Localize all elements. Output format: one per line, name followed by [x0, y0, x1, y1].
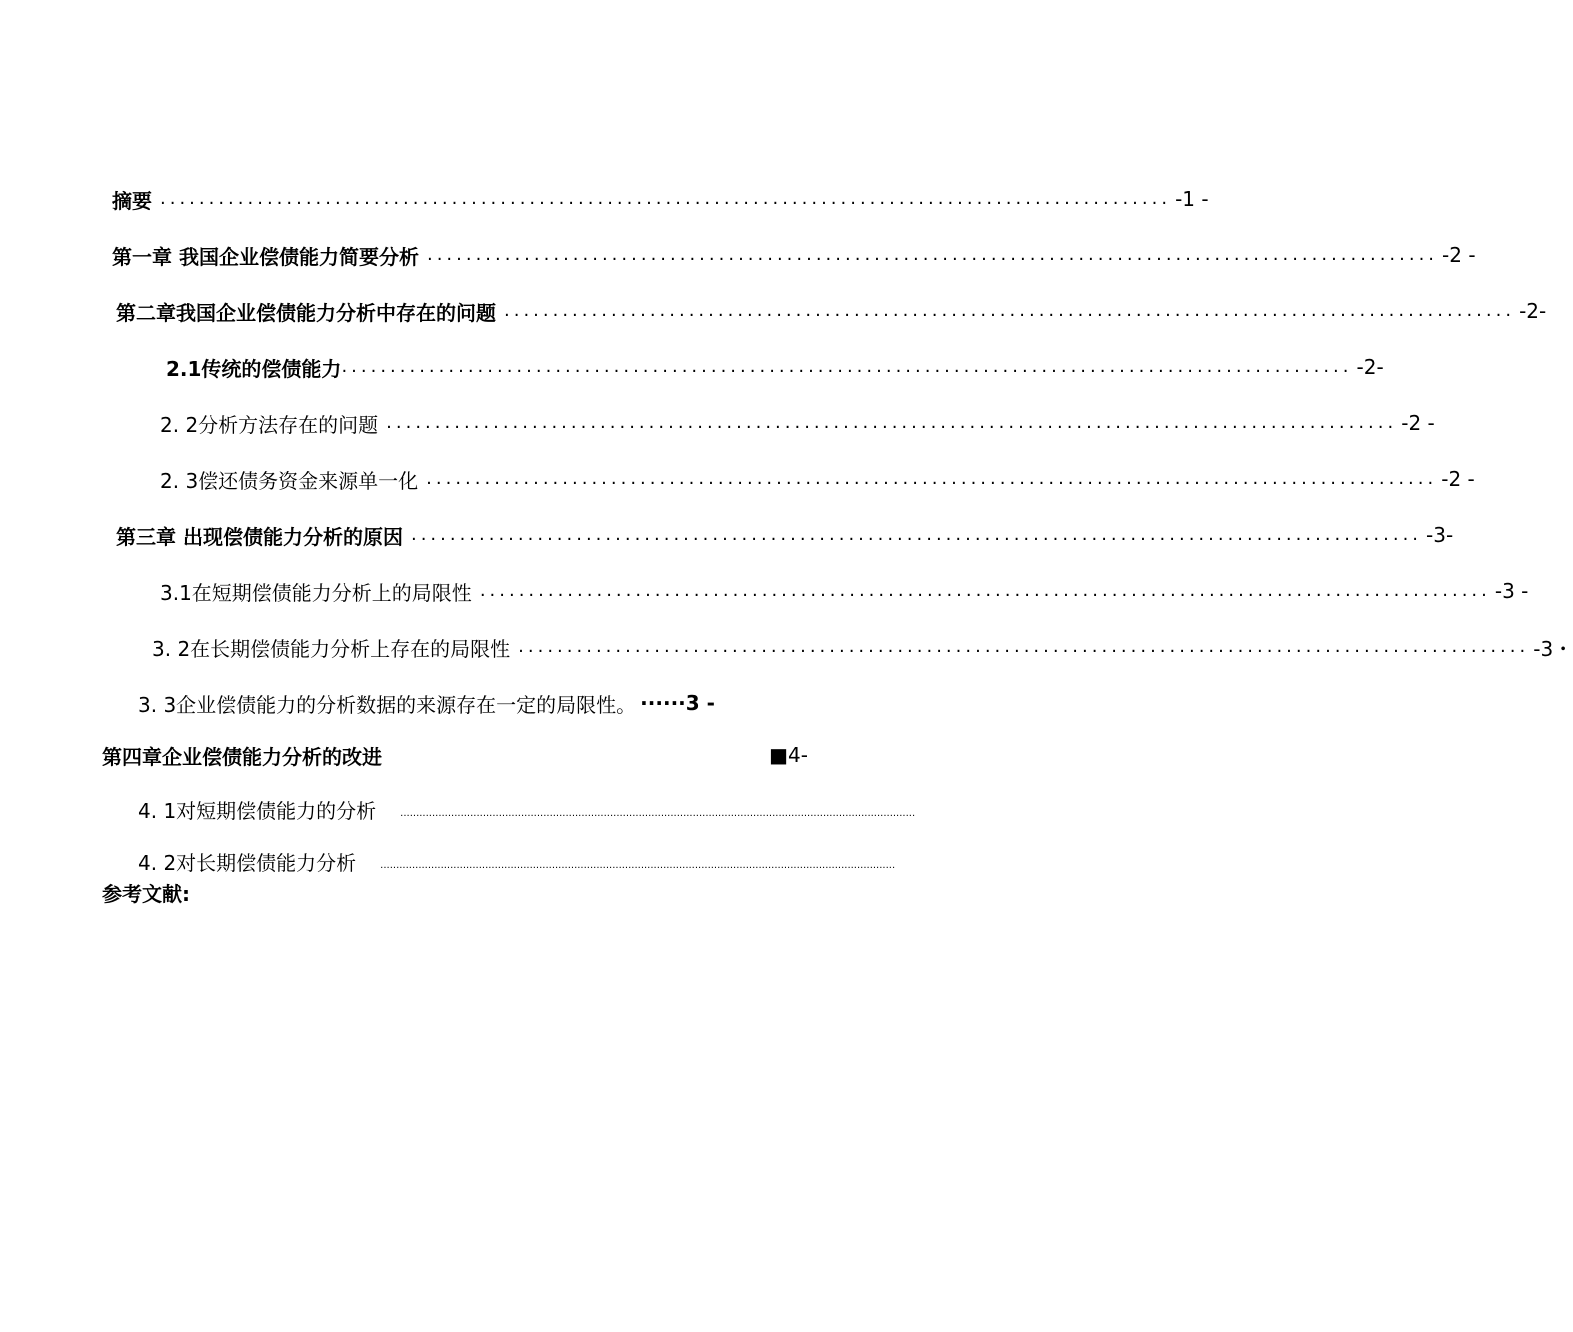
- dot-leader: ........................................................................................................: [160, 188, 1172, 209]
- toc-entry-2-1[interactable]: [166, 352, 1384, 382]
- toc-entry-page: ······3 -: [640, 691, 715, 715]
- dot-leader: ..................................................................................................................................................................: [380, 860, 896, 871]
- toc-entry-chapter-1[interactable]: [112, 240, 1476, 270]
- toc-entry-page: -3 -: [1494, 579, 1529, 603]
- dot-leader: ........................................................................................................: [341, 356, 1353, 377]
- toc-entry-page: -2 -: [1401, 411, 1435, 435]
- toc-entry-chapter-3[interactable]: [116, 520, 1454, 550]
- toc-entry-chapter-4[interactable]: [102, 740, 808, 770]
- dot-leader: ........................................................................................................: [504, 300, 1516, 321]
- toc-entry-title: 4. 2对长期偿债能力分析: [138, 850, 357, 875]
- toc-entry-page: -1 -: [1175, 187, 1209, 211]
- toc-entry-page: -2-: [1519, 299, 1547, 323]
- toc-entry-title: 第二章我国企业偿债能力分析中存在的问题: [116, 300, 496, 325]
- toc-entry-3-1[interactable]: [160, 576, 1529, 606]
- toc-entry-page: -3-: [1426, 523, 1454, 547]
- toc-entry-title: 摘要: [112, 188, 152, 213]
- toc-entry-4-1[interactable]: [138, 794, 916, 824]
- dot-leader: ........................................................................................................: [386, 412, 1398, 433]
- toc-entry-title: 2. 2分析方法存在的问题: [160, 412, 379, 437]
- dot-leader: ........................................................................................................: [426, 244, 1439, 265]
- toc-entry-title: 4. 1对短期偿债能力的分析: [138, 798, 377, 823]
- toc-entry-2-3[interactable]: [160, 464, 1475, 494]
- dot-leader: ........................................................................................................: [426, 468, 1438, 489]
- toc-entry-page: -2-: [1356, 355, 1384, 379]
- toc-entry-3-2[interactable]: [152, 632, 1573, 662]
- toc-entry-title: 3. 2在长期偿债能力分析上存在的局限性: [152, 636, 511, 661]
- toc-entry-title: 3. 3企业偿债能力的分析数据的来源存在一定的局限性。: [138, 692, 637, 717]
- toc-entry-page: -2 -: [1442, 243, 1476, 267]
- toc-entry-2-2[interactable]: [160, 408, 1435, 438]
- dot-leader: ........................................................................................................: [410, 524, 1423, 545]
- dot-leader: ........................................................................................................: [479, 580, 1491, 601]
- toc-entry-page: -2 -: [1441, 467, 1475, 491]
- toc-entry-page: -3・: [1533, 636, 1573, 661]
- toc-entry-title: 2. 3偿还债务资金来源单一化: [160, 468, 419, 493]
- toc-entry-4-2[interactable]: [138, 846, 896, 876]
- toc-entry-page: ■4-: [769, 743, 808, 767]
- toc-entry-references[interactable]: 参考文献:: [102, 882, 190, 906]
- toc-entry-3-3[interactable]: [138, 688, 798, 718]
- toc-entry-title: 3.1在短期偿债能力分析上的局限性: [160, 580, 472, 605]
- dot-leader: ..................................................................................................................................................................: [400, 808, 916, 819]
- toc-entry-title: 第四章企业偿债能力分析的改进: [102, 744, 382, 769]
- dot-leader: ........................................................................................................: [518, 636, 1530, 657]
- toc-entry-title: 第一章 我国企业偿债能力简要分析: [112, 244, 419, 269]
- toc-entry-chapter-2[interactable]: [116, 296, 1547, 326]
- toc-entry-title: 第三章 出现偿债能力分析的原因: [116, 524, 403, 549]
- toc-entry-abstract[interactable]: [112, 184, 1209, 214]
- toc-entry-title: 2.1传统的偿债能力: [166, 356, 342, 381]
